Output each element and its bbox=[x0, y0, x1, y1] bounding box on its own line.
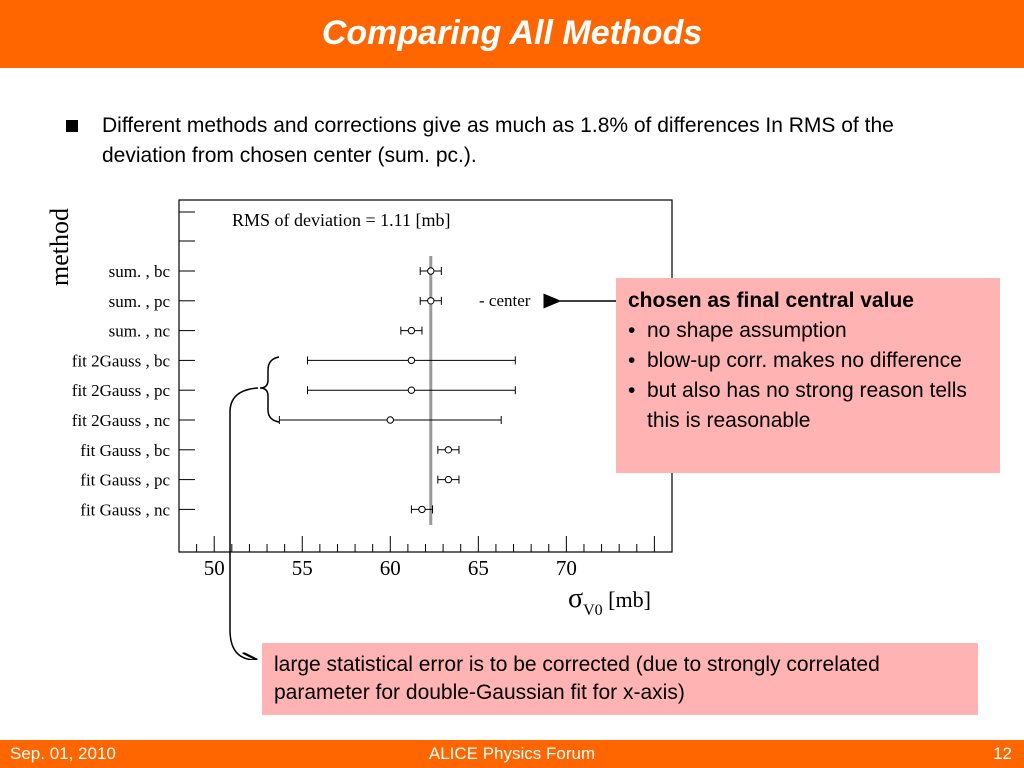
y-tick-label: fit Gauss , pc bbox=[80, 470, 170, 490]
data-point bbox=[428, 298, 434, 304]
callout-item: • but also has no strong reason tells this is reasonable bbox=[628, 376, 990, 436]
bullet-dot-icon: • bbox=[628, 319, 636, 342]
slide-title: Comparing All Methods bbox=[321, 14, 703, 52]
center-label: - center bbox=[479, 291, 531, 310]
chart-title: RMS of deviation = 1.11 [mb] bbox=[232, 210, 451, 230]
plot-frame bbox=[179, 200, 672, 552]
data-point bbox=[445, 476, 451, 482]
y-tick-label: fit Gauss , bc bbox=[80, 440, 170, 460]
callout-heading: chosen as final central value bbox=[628, 289, 914, 312]
y-tick-label: sum. , pc bbox=[108, 291, 170, 311]
x-tick-label: 55 bbox=[291, 556, 313, 580]
data-point bbox=[408, 387, 414, 393]
data-point bbox=[419, 506, 425, 512]
bullet-dot-icon: • bbox=[628, 379, 636, 402]
square-bullet-icon bbox=[66, 120, 78, 132]
title-bar bbox=[0, 0, 1024, 68]
callout-item: • no shape assumption bbox=[628, 316, 990, 346]
footer-title: ALICE Physics Forum bbox=[428, 744, 596, 763]
page-number: 12 bbox=[993, 744, 1012, 763]
data-point bbox=[428, 268, 434, 274]
x-tick-label: 70 bbox=[555, 556, 577, 580]
statistical-error-callout: large statistical error is to be corrected (due to strongly correlated parameter for double-Gaussian fit for x-axis) bbox=[262, 643, 978, 715]
footer-bar bbox=[0, 740, 1024, 768]
x-tick-label: 65 bbox=[467, 556, 489, 580]
x-axis-label bbox=[568, 583, 651, 619]
data-point bbox=[408, 357, 414, 363]
bullet-dot-icon: • bbox=[628, 349, 636, 372]
y-tick-label: fit 2Gauss , nc bbox=[71, 411, 170, 430]
data-point bbox=[387, 417, 393, 423]
y-tick-label: sum. , bc bbox=[108, 262, 170, 281]
data-point bbox=[408, 327, 414, 333]
y-tick-label: sum. , nc bbox=[108, 321, 170, 341]
central-value-callout bbox=[616, 278, 1000, 473]
footer-date: Sep. 01, 2010 bbox=[10, 744, 116, 763]
y-tick-label: fit 2Gauss , pc bbox=[71, 381, 170, 401]
callout-item: • blow-up corr. makes no difference bbox=[628, 346, 990, 376]
x-tick-label: 50 bbox=[203, 556, 225, 580]
x-tick-label: 60 bbox=[379, 556, 401, 580]
y-tick-label: fit 2Gauss , bc bbox=[71, 351, 170, 371]
y-tick-label: fit Gauss , nc bbox=[80, 500, 170, 520]
data-point bbox=[445, 447, 451, 453]
bullet-text: Different methods and corrections give as much as 1.8% of differences In RMS of the deviation from chosen center (sum. pc.). bbox=[102, 114, 894, 167]
svg-text:σV0 [mb]: $\sigma_{V0}$ [mb] bbox=[568, 583, 651, 619]
y-axis-label: method bbox=[45, 208, 74, 286]
